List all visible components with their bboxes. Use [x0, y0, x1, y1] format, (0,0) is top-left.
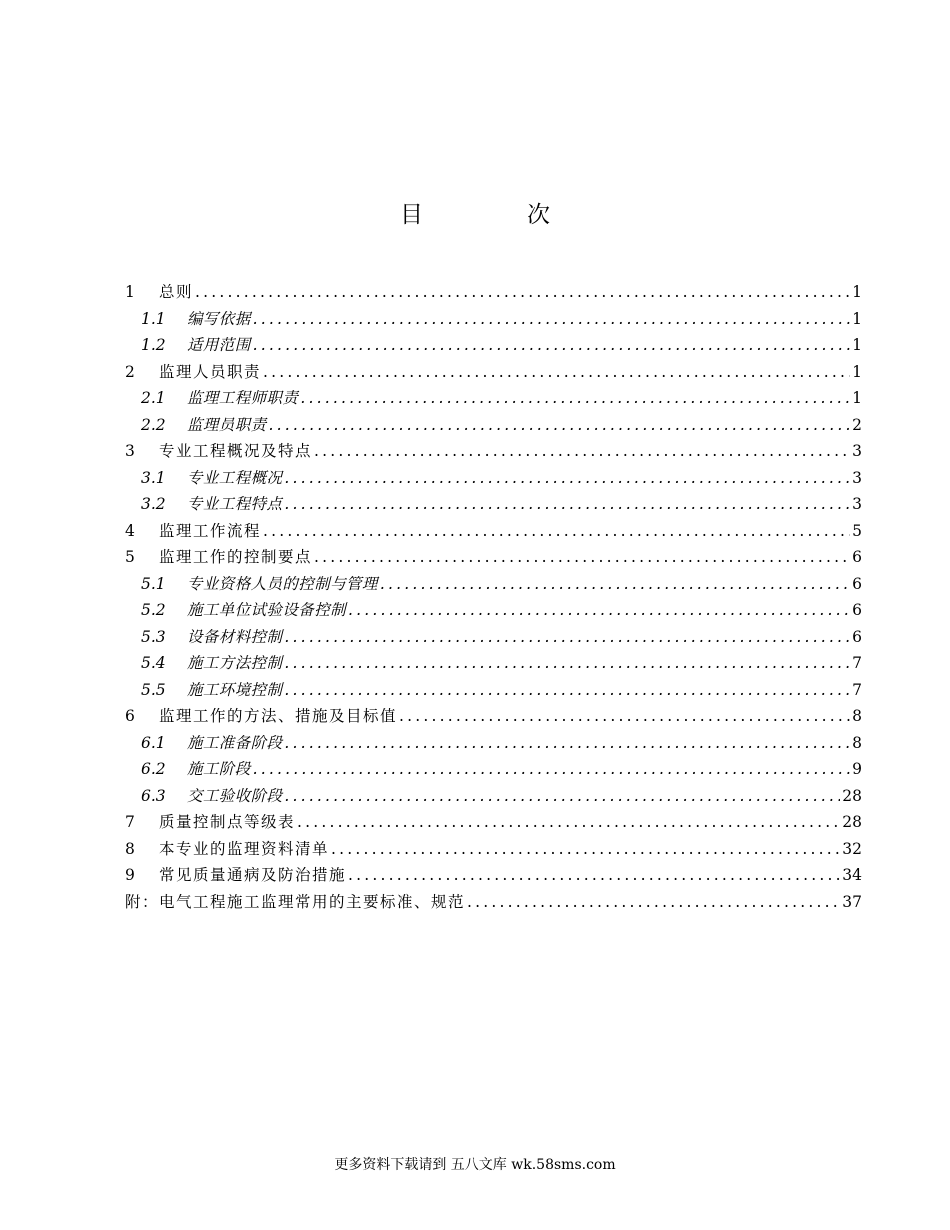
toc-entry-title: 本专业的监理资料清单: [159, 839, 330, 858]
toc-entry-number: 5.2: [141, 601, 166, 619]
toc-entry[interactable]: [125, 678, 862, 705]
toc-entry[interactable]: [125, 519, 862, 546]
toc-entry-number: 1.1: [141, 309, 166, 328]
toc-entry[interactable]: [125, 466, 862, 493]
toc-entry-title: 常见质量通病及防治措施: [159, 866, 347, 884]
toc-entry-page: 34: [842, 866, 862, 884]
toc-dot-leader: [348, 866, 840, 884]
toc-entry[interactable]: [125, 731, 862, 758]
toc-dot-leader: [331, 840, 840, 858]
toc-entry[interactable]: [125, 492, 862, 519]
toc-entry-page: 1: [852, 389, 862, 407]
toc-entry-title: 监理人员职责: [159, 362, 262, 381]
toc-entry-number: 5.5: [141, 680, 166, 699]
toc-entry[interactable]: [125, 413, 862, 440]
toc-entry-number: 5.4: [141, 654, 166, 672]
toc-entry[interactable]: [125, 810, 862, 837]
toc-entry[interactable]: [125, 890, 862, 917]
table-of-contents: [125, 280, 862, 916]
toc-entry-page: 8: [852, 733, 862, 752]
toc-entry-page: 7: [852, 654, 862, 672]
toc-entry-number: 1.2: [141, 336, 166, 354]
toc-entry-page: 28: [842, 813, 862, 831]
toc-entry-number: 2: [125, 362, 135, 381]
toc-dot-leader: [253, 336, 851, 354]
toc-dot-leader: [399, 707, 850, 725]
toc-entry-number: 6.3: [141, 786, 166, 805]
toc-dot-leader: [314, 442, 850, 460]
toc-entry-page: 1: [852, 309, 862, 328]
toc-entry[interactable]: [125, 757, 862, 784]
toc-dot-leader: [284, 787, 840, 805]
toc-entry-page: 1: [852, 283, 862, 301]
toc-dot-leader: [253, 760, 851, 778]
toc-entry-number: 7: [125, 813, 135, 831]
toc-entry-title: 监理工作流程: [159, 521, 262, 540]
toc-entry-page: 28: [842, 786, 862, 805]
toc-entry[interactable]: [125, 625, 862, 652]
toc-entry-page: 6: [852, 627, 862, 646]
toc-entry-number: 2.1: [141, 389, 166, 407]
toc-entry-page: 7: [852, 680, 862, 699]
toc-entry-title: 专业工程概况: [187, 468, 283, 487]
toc-entry[interactable]: [125, 651, 862, 678]
toc-entry[interactable]: [125, 439, 862, 466]
toc-dot-leader: [380, 575, 850, 593]
page-title: [0, 196, 950, 229]
toc-entry-number: 5.3: [141, 627, 166, 646]
toc-entry-title: 专业工程概况及特点: [159, 442, 313, 460]
toc-dot-leader: [284, 681, 850, 699]
toc-entry-number: 5: [125, 548, 135, 566]
toc-entry[interactable]: [125, 386, 862, 413]
toc-entry-title: 监理员职责: [187, 415, 267, 434]
toc-entry-number: 8: [125, 839, 135, 858]
toc-entry-title: 适用范围: [187, 336, 251, 354]
toc-entry-page: 32: [842, 839, 862, 858]
toc-entry-page: 1: [852, 362, 862, 381]
toc-entry-page: 1: [852, 336, 862, 354]
toc-entry-number: 3: [125, 442, 135, 460]
toc-entry-page: 9: [852, 760, 862, 778]
toc-entry-title: 施工单位试验设备控制: [187, 601, 347, 619]
title-char-2: 次: [527, 202, 550, 228]
toc-entry[interactable]: [125, 572, 862, 599]
toc-entry-title: 专业资格人员的控制与管理: [187, 574, 378, 593]
toc-entry-page: 3: [852, 442, 862, 460]
toc-dot-leader: [195, 283, 850, 301]
toc-entry-page: 8: [852, 707, 862, 725]
toc-dot-leader: [263, 363, 850, 381]
toc-entry-page: 5: [852, 521, 862, 540]
toc-entry-page: 6: [852, 601, 862, 619]
toc-entry[interactable]: [125, 360, 862, 387]
toc-entry-number: 3.1: [141, 468, 166, 487]
toc-entry[interactable]: [125, 837, 862, 864]
toc-entry-page: 6: [852, 574, 862, 593]
toc-entry-title: 监理工作的控制要点: [159, 548, 313, 566]
footer-text: 更多资料下载请到 五八文库 wk.58sms.com: [334, 1157, 616, 1173]
toc-dot-leader: [284, 495, 850, 513]
toc-entry-number: 9: [125, 866, 135, 884]
toc-entry-number: 5.1: [141, 574, 166, 593]
toc-entry-number: 6.2: [141, 760, 166, 778]
toc-entry-page: 3: [852, 495, 862, 513]
toc-entry-title: 施工准备阶段: [187, 733, 283, 752]
toc-entry[interactable]: [125, 545, 862, 572]
toc-entry-number: 2.2: [141, 415, 166, 434]
title-char-1: 目: [400, 202, 423, 228]
toc-entry-number: 6: [125, 707, 135, 725]
toc-entry-title: 交工验收阶段: [187, 786, 283, 805]
toc-entry[interactable]: [125, 333, 862, 360]
toc-entry-page: 37: [842, 892, 862, 911]
toc-entry[interactable]: [125, 863, 862, 890]
toc-entry-number: 4: [125, 521, 135, 540]
toc-dot-leader: [348, 601, 850, 619]
toc-entry-title: 施工阶段: [187, 760, 251, 778]
toc-entry-title: 监理工作的方法、措施及目标值: [159, 707, 398, 725]
toc-entry-page: 2: [852, 415, 862, 434]
toc-dot-leader: [284, 654, 850, 672]
toc-entry[interactable]: [125, 598, 862, 625]
toc-dot-leader: [284, 469, 850, 487]
toc-entry-number: 3.2: [141, 495, 166, 513]
toc-entry-title: 监理工程师职责: [187, 389, 299, 407]
toc-entry-title: 总则: [159, 283, 194, 301]
toc-entry[interactable]: [125, 784, 862, 811]
toc-entry-title: 设备材料控制: [187, 627, 283, 646]
toc-entry-number: 6.1: [141, 733, 166, 752]
toc-dot-leader: [263, 522, 850, 540]
toc-dot-leader: [269, 416, 851, 434]
toc-entry-title: 附：电气工程施工监理常用的主要标准、规范: [125, 892, 466, 911]
toc-entry-title: 专业工程特点: [187, 495, 283, 513]
toc-entry-number: 1: [125, 283, 135, 301]
toc-dot-leader: [300, 389, 850, 407]
toc-entry[interactable]: [125, 307, 862, 334]
toc-dot-leader: [467, 893, 840, 911]
toc-dot-leader: [253, 310, 851, 328]
toc-entry-page: 6: [852, 548, 862, 566]
toc-entry[interactable]: [125, 704, 862, 731]
toc-entry-page: 3: [852, 468, 862, 487]
toc-dot-leader: [297, 813, 840, 831]
toc-entry-title: 编写依据: [187, 309, 251, 328]
toc-dot-leader: [314, 548, 850, 566]
toc-entry[interactable]: [125, 280, 862, 307]
toc-dot-leader: [284, 734, 850, 752]
toc-entry-title: 施工方法控制: [187, 654, 283, 672]
toc-entry-title: 施工环境控制: [187, 680, 283, 699]
toc-entry-title: 质量控制点等级表: [159, 813, 296, 831]
toc-dot-leader: [284, 628, 850, 646]
